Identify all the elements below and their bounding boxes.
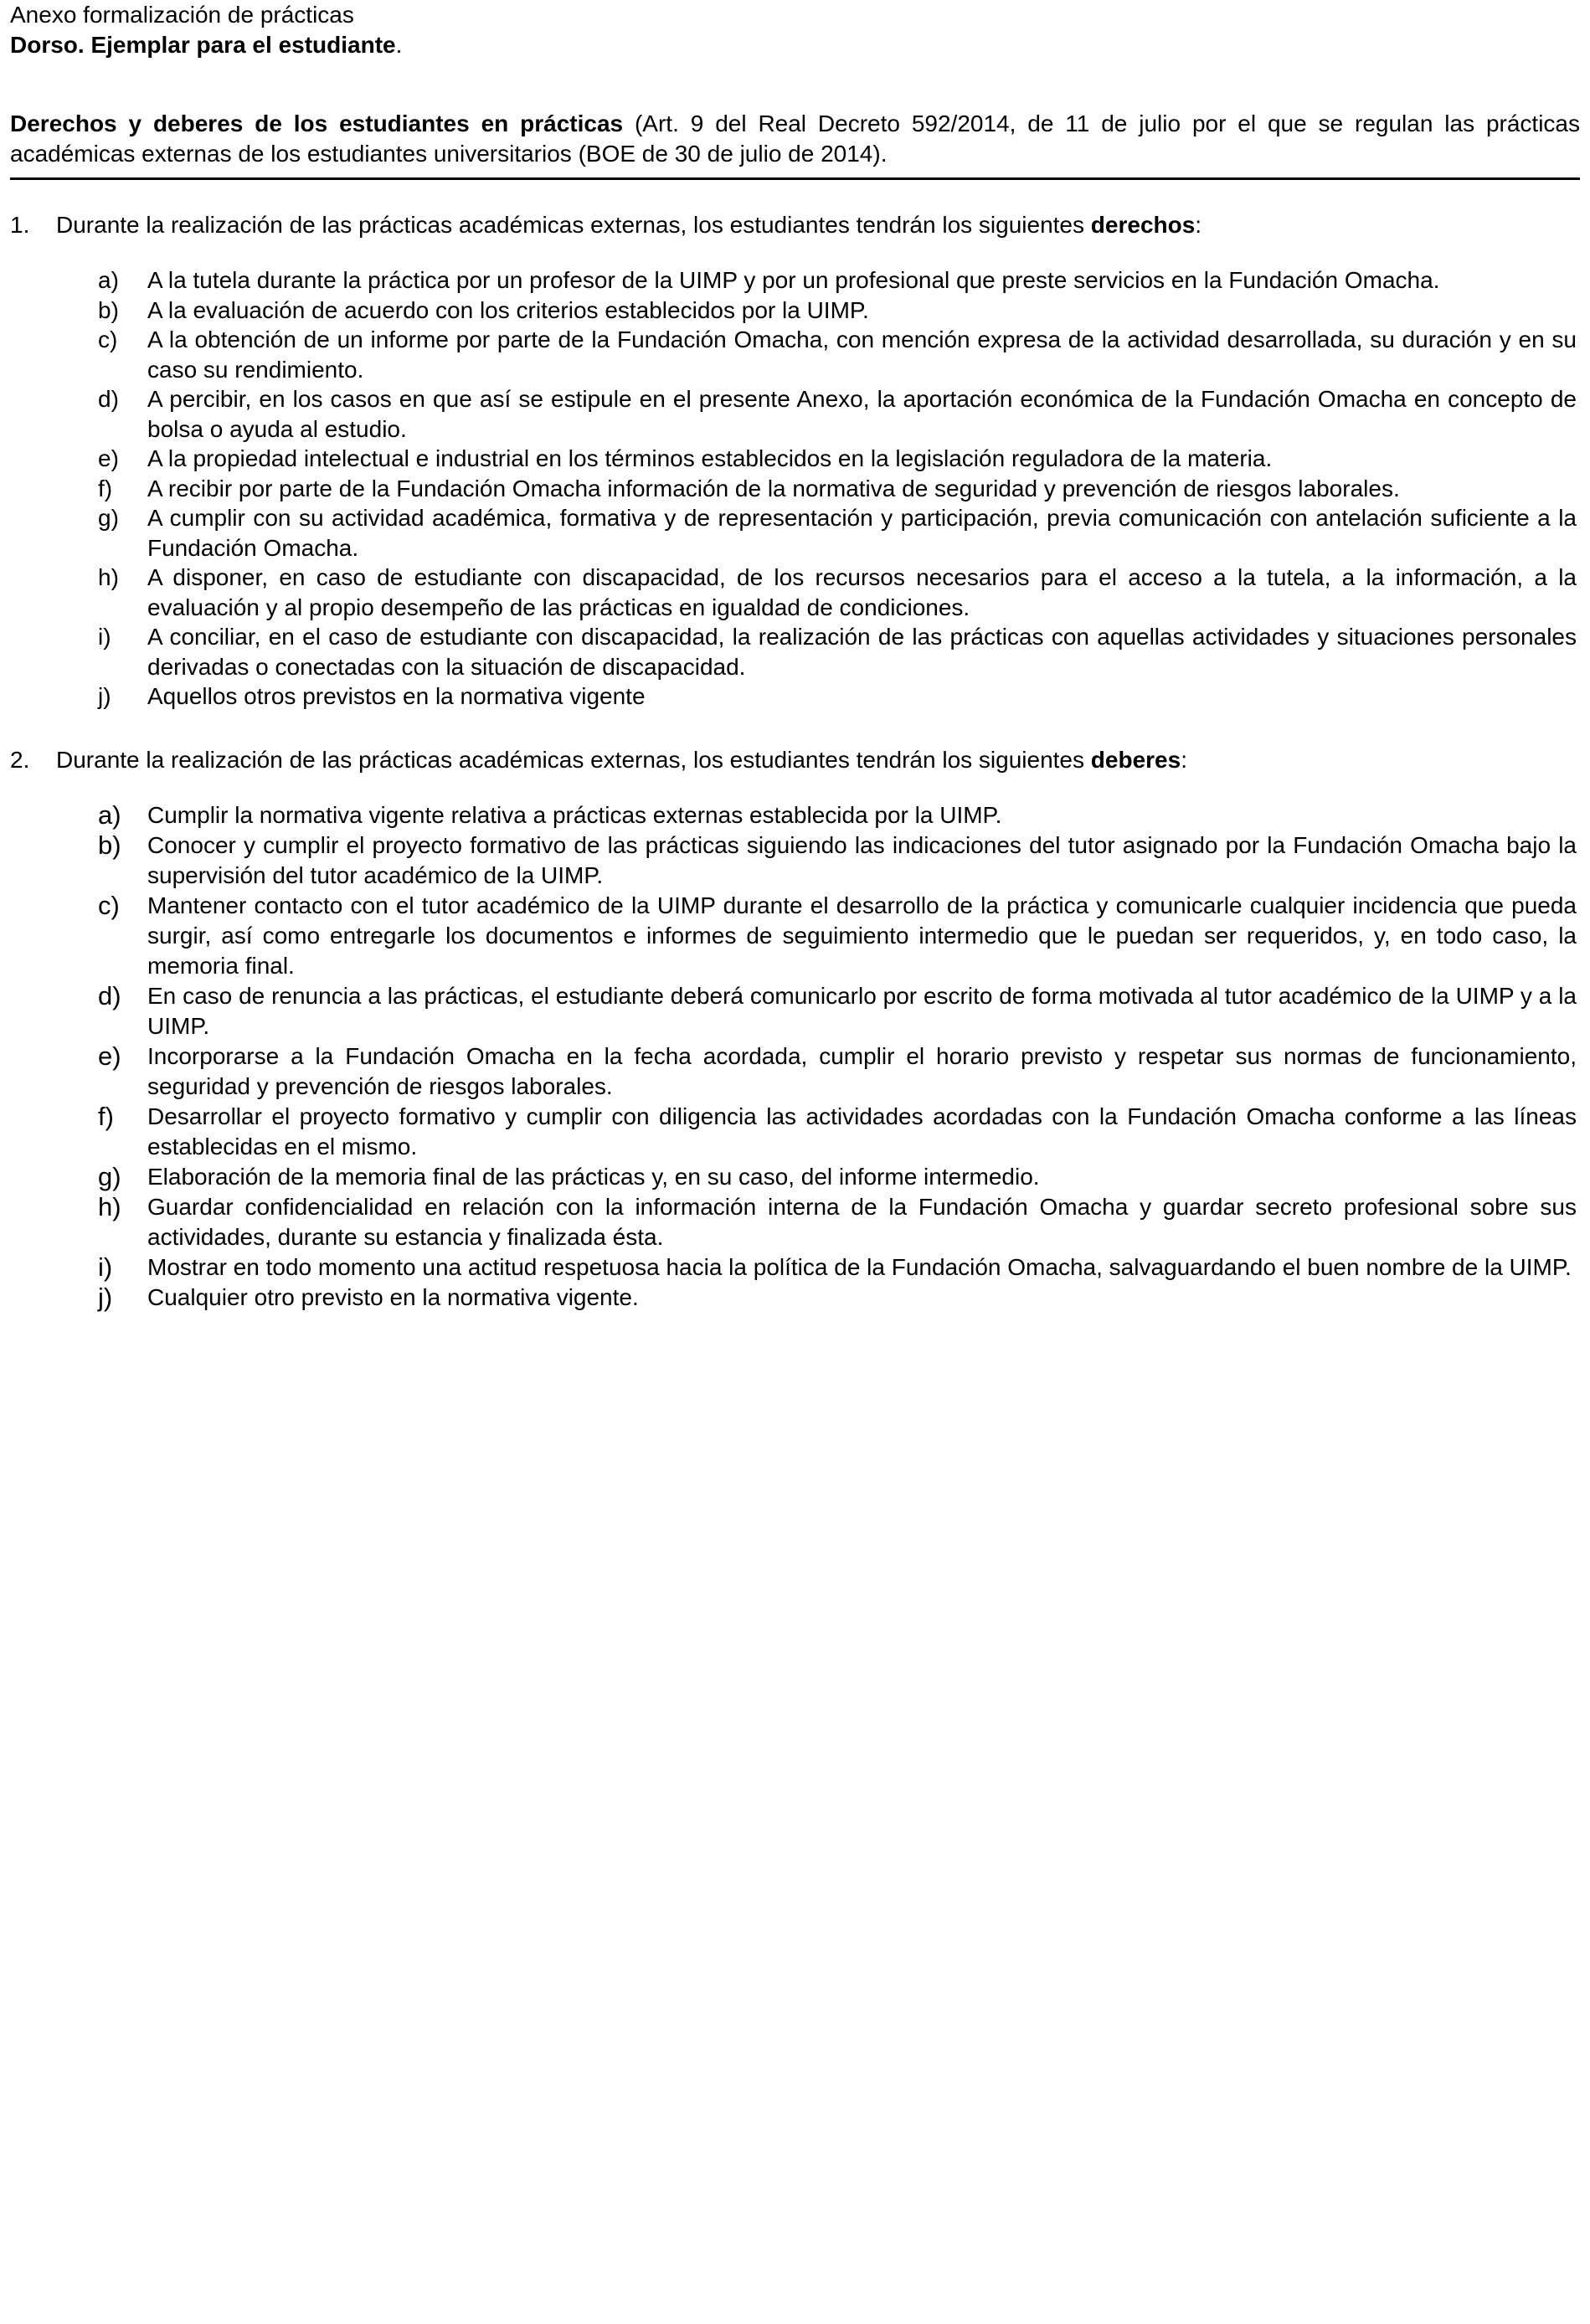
item-text: Incorporarse a la Fundación Omacha en la fecha acordada, cumplir el horario previsto y respetar sus normas de funcionamiento, seguridad y prevención de riesgos laborales. <box>147 1042 1577 1099</box>
document-header: Anexo formalización de prácticas <box>10 2 354 28</box>
item-text: Cumplir la normativa vigente relativa a prácticas externas establecida por la UIMP. <box>147 801 1002 828</box>
item-text: A la obtención de un informe por parte de la Fundación Omacha, con mención expresa de la actividad desarrollada, su duración y en su caso su rendimiento. <box>147 326 1577 383</box>
section-derechos <box>10 210 1580 712</box>
item-text: Conocer y cumplir el proyecto formativo de las prácticas siguiendo las indicaciones del tutor asignado por la Fundación Omacha bajo la supervisión del tutor académico de la UIMP. <box>147 831 1577 888</box>
list-item <box>10 563 1580 622</box>
heading-pre: Durante la realización de las prácticas académicas externas, los estudiantes tendrán los siguientes <box>56 212 1091 238</box>
section-heading-text <box>56 745 1580 775</box>
section-heading <box>10 210 1580 240</box>
heading-keyword: deberes <box>1090 746 1181 773</box>
list-item <box>10 1041 1580 1102</box>
list-item <box>10 622 1580 681</box>
item-letter: h) <box>98 564 119 590</box>
list-item <box>10 265 1580 296</box>
item-text: A la evaluación de acuerdo con los criterios establecidos por la UIMP. <box>147 296 869 323</box>
item-letter: h) <box>98 1191 121 1221</box>
heading-pre: Durante la realización de las prácticas académicas externas, los estudiantes tendrán los siguientes <box>56 746 1091 773</box>
intro-title: Derechos y deberes de los estudiantes en prácticas <box>10 111 624 136</box>
item-letter: j) <box>98 1282 113 1312</box>
item-letter: j) <box>98 683 111 709</box>
item-text: A disponer, en caso de estudiante con discapacidad, de los recursos necesarios para el acceso a la tutela, a la información, a la evaluación y al propio desempeño de las prácticas en igualdad de condiciones. <box>147 564 1577 620</box>
list-item <box>10 1162 1580 1192</box>
item-text: Aquellos otros previstos en la normativa vigente <box>147 683 646 709</box>
item-text: A conciliar, en el caso de estudiante con discapacidad, la realización de las prácticas con aquellas actividades y situaciones personales derivadas o conectadas con la situación de discapacidad. <box>147 624 1577 680</box>
list-item <box>10 891 1580 981</box>
item-letter: d) <box>98 980 121 1010</box>
item-text: A cumplir con su actividad académica, formativa y de representación y participación, previa comunicación con antelación suficiente a la Fundación Omacha. <box>147 505 1577 561</box>
item-text: A percibir, en los casos en que así se estipule en el presente Anexo, la aportación económica de la Fundación Omacha en concepto de bolsa o ayuda al estudio. <box>147 386 1577 442</box>
document-subtitle <box>10 30 1580 60</box>
list-item <box>10 830 1580 891</box>
list-item <box>10 1192 1580 1252</box>
section-number: 2. <box>10 746 30 773</box>
subtitle-bold: Dorso. Ejemplar para el estudiante <box>10 32 396 58</box>
item-letter: c) <box>98 890 120 920</box>
item-text: A la propiedad intelectual e industrial en los términos establecidos en la legislación reguladora de la materia. <box>147 445 1273 471</box>
item-text: Elaboración de la memoria final de las prácticas y, en su caso, del informe intermedio. <box>147 1163 1040 1190</box>
item-text: Cualquier otro previsto en la normativa vigente. <box>147 1283 639 1310</box>
item-letter: e) <box>98 445 119 471</box>
derechos-list <box>10 265 1580 712</box>
item-text: Guardar confidencialidad en relación con la información interna de la Fundación Omacha y guardar secreto profesional sobre sus actividades, durante su estancia y finalizada ésta. <box>147 1193 1577 1250</box>
deberes-list <box>10 800 1580 1313</box>
item-letter: c) <box>98 326 118 352</box>
item-letter: g) <box>98 505 119 531</box>
list-item <box>10 503 1580 563</box>
list-item <box>10 384 1580 444</box>
heading-post: : <box>1181 746 1187 773</box>
list-item <box>10 1283 1580 1313</box>
intro-reference: (Art. 9 del Real Decreto 592/2014, de 11 de julio por el que se regulan las prácticas académicas externas de los estudiantes universitarios (BOE de 30 de julio de 2014). <box>10 111 1581 167</box>
intro-paragraph <box>10 109 1580 180</box>
list-item <box>10 474 1580 504</box>
section-heading-text <box>56 210 1580 240</box>
item-letter: a) <box>98 800 121 830</box>
list-item <box>10 681 1580 712</box>
item-letter: f) <box>98 475 113 501</box>
document-page <box>10 0 1580 1313</box>
item-text: A la tutela durante la práctica por un profesor de la UIMP y por un profesional que preste servicios en la Fundación Omacha. <box>147 267 1440 293</box>
item-text: Mantener contacto con el tutor académico de la UIMP durante el desarrollo de la práctica y comunicarle cualquier incidencia que pueda surgir, así como entregarle los documentos e informes de seguimiento intermedio que le puedan ser requeridos, y, en todo caso, la memoria final. <box>147 892 1577 979</box>
section-deberes <box>10 745 1580 1313</box>
heading-keyword: derechos <box>1090 212 1196 238</box>
section-heading <box>10 745 1580 775</box>
list-item <box>10 325 1580 384</box>
item-letter: b) <box>98 830 121 860</box>
item-letter: b) <box>98 296 119 323</box>
list-item <box>10 444 1580 474</box>
item-letter: d) <box>98 386 119 412</box>
item-text: Mostrar en todo momento una actitud respetuosa hacia la política de la Fundación Omacha, salvaguardando el buen nombre de la UIMP. <box>147 1253 1572 1280</box>
item-letter: a) <box>98 267 119 293</box>
item-text: En caso de renuncia a las prácticas, el estudiante deberá comunicarlo por escrito de forma motivada al tutor académico de la UIMP y a la UIMP. <box>147 982 1577 1039</box>
item-letter: i) <box>98 1252 113 1282</box>
list-item <box>10 800 1580 830</box>
list-item <box>10 1102 1580 1162</box>
list-item <box>10 981 1580 1041</box>
item-letter: f) <box>98 1101 114 1131</box>
item-letter: g) <box>98 1161 121 1191</box>
item-text: Desarrollar el proyecto formativo y cumplir con diligencia las actividades acordadas con la Fundación Omacha conforme a las líneas establecidas en el mismo. <box>147 1103 1577 1159</box>
item-letter: i) <box>98 624 111 650</box>
heading-post: : <box>1195 212 1202 238</box>
item-text: A recibir por parte de la Fundación Omacha información de la normativa de seguridad y prevención de riesgos laborales. <box>147 475 1400 501</box>
subtitle-tail: . <box>395 32 403 58</box>
section-number: 1. <box>10 212 30 238</box>
list-item <box>10 1252 1580 1283</box>
list-item <box>10 296 1580 326</box>
item-letter: e) <box>98 1041 121 1071</box>
